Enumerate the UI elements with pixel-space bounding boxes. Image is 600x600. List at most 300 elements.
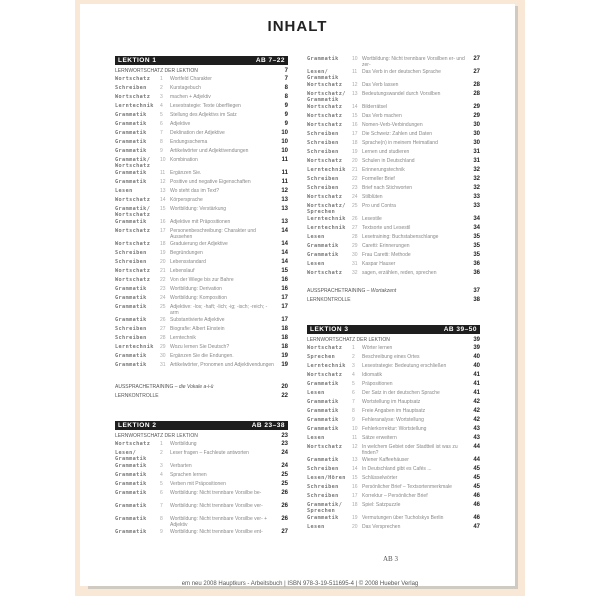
toc-title: Der Satz in der deutschen Sprache xyxy=(362,390,440,396)
toc-page: 27 xyxy=(473,69,480,75)
toc-title: Vermutungen über Tucholskys Berlin xyxy=(362,515,444,521)
toc-title: Artikelwörter, Pronomen und Adjektivendungen xyxy=(170,362,274,368)
toc-page: 10 xyxy=(281,139,288,145)
toc-page: 24 xyxy=(281,450,288,456)
toc-number: 22 xyxy=(160,277,166,283)
toc-entry[interactable] xyxy=(115,490,288,503)
toc-page: 28 xyxy=(473,82,480,88)
toc-number: 5 xyxy=(352,381,355,387)
lernkontrolle-1[interactable]: LERNKONTROLLE 22 xyxy=(115,393,288,399)
toc-entry[interactable] xyxy=(115,85,288,94)
toc-category: Grammatik xyxy=(115,130,147,136)
toc-number: 9 xyxy=(160,148,163,154)
toc-category: Grammatik xyxy=(115,139,147,145)
toc-title: Adjektive mit Präpositionen xyxy=(170,219,231,225)
toc-page: 10 xyxy=(281,130,288,136)
toc-title: Schulen in Deutschland xyxy=(362,158,415,164)
toc-category: Wortschatz xyxy=(115,441,151,447)
toc-entry[interactable] xyxy=(115,241,288,250)
toc-page: 45 xyxy=(473,466,480,472)
toc-title: Bedeutungswandel durch Vorsilben xyxy=(362,91,441,97)
toc-title: Wortstellung im Hauptsatz xyxy=(362,399,421,405)
toc-title: Lesestile xyxy=(362,216,382,222)
toc-page: 43 xyxy=(473,435,480,441)
toc-category: Grammatik xyxy=(115,490,147,496)
aussprachetraining-2[interactable]: AUSSPRACHETRAINING – Wortakzent 37 xyxy=(307,288,480,294)
toc-entry[interactable] xyxy=(307,176,480,185)
lernwortschatz-3[interactable]: LERNWORTSCHATZ DER LEKTION 39 xyxy=(307,337,480,343)
toc-number: 7 xyxy=(160,130,163,136)
toc-page: 45 xyxy=(473,475,480,481)
toc-category: Schreiben xyxy=(307,149,339,155)
toc-entry[interactable] xyxy=(307,466,480,475)
toc-number: 13 xyxy=(352,457,358,463)
toc-number: 15 xyxy=(352,113,358,119)
toc-page: 13 xyxy=(281,219,288,225)
toc-entry[interactable] xyxy=(115,516,288,529)
toc-page: 10 xyxy=(281,148,288,154)
toc-entry[interactable] xyxy=(307,158,480,167)
toc-entry[interactable] xyxy=(307,234,480,243)
toc-entry[interactable] xyxy=(307,131,480,140)
toc-category: Grammatik xyxy=(115,353,147,359)
toc-page: 19 xyxy=(281,353,288,359)
toc-entry[interactable] xyxy=(307,167,480,176)
toc-entry[interactable] xyxy=(307,457,480,466)
toc-number: 11 xyxy=(160,170,166,176)
toc-title: Bilderrätsel xyxy=(362,104,388,110)
toc-number: 22 xyxy=(352,176,358,182)
toc-category: Lerntechnik xyxy=(115,103,154,109)
toc-page: 32 xyxy=(473,176,480,182)
toc-entry[interactable] xyxy=(307,122,480,131)
toc-page: 26 xyxy=(281,490,288,496)
toc-category: Wortschatz xyxy=(307,122,343,128)
toc-entry[interactable] xyxy=(307,104,480,113)
toc-title: Wortbildung: Nicht trennbare Vorsilbe ver- xyxy=(170,503,263,509)
toc-number: 10 xyxy=(352,426,358,432)
toc-entry[interactable] xyxy=(307,252,480,261)
toc-page: 11 xyxy=(281,179,288,185)
toc-entry[interactable] xyxy=(115,344,288,353)
toc-entry[interactable] xyxy=(115,179,288,188)
toc-number: 26 xyxy=(352,216,358,222)
toc-page: 17 xyxy=(281,304,288,310)
toc-category: Grammatik xyxy=(307,381,339,387)
toc-entry[interactable] xyxy=(115,295,288,304)
toc-entry[interactable] xyxy=(115,529,288,542)
toc-category: Grammatik xyxy=(115,317,147,323)
toc-category: Grammatik/ Sprechen xyxy=(307,502,343,515)
toc-category: Grammatik xyxy=(307,408,339,414)
toc-number: 24 xyxy=(352,194,358,200)
lernwortschatz-2[interactable]: LERNWORTSCHATZ DER LEKTION 23 xyxy=(115,433,288,439)
toc-title: Wozu lernen Sie Deutsch? xyxy=(170,344,230,350)
toc-category: Wortschatz/ Grammatik xyxy=(307,91,346,104)
toc-category: Wortschatz xyxy=(307,372,343,378)
toc-page: 35 xyxy=(473,234,480,240)
toc-entry[interactable] xyxy=(115,362,288,375)
toc-title: Deklination der Adjektive xyxy=(170,130,225,136)
toc-category: Schreiben xyxy=(307,185,339,191)
toc-entry[interactable] xyxy=(115,94,288,103)
toc-title: Fehlerkorrektur: Wortstellung xyxy=(362,426,427,432)
toc-number: 8 xyxy=(160,516,163,522)
toc-entry[interactable] xyxy=(307,354,480,363)
toc-number: 23 xyxy=(160,286,166,292)
toc-page: 17 xyxy=(281,295,288,301)
toc-number: 2 xyxy=(352,354,355,360)
toc-number: 13 xyxy=(160,188,166,194)
toc-title: Textsorte und Lesestil xyxy=(362,225,411,231)
toc-entry[interactable] xyxy=(115,326,288,335)
toc-category: Lesen/ Grammatik xyxy=(307,69,339,82)
toc-number: 4 xyxy=(160,472,163,478)
toc-page: 41 xyxy=(473,390,480,396)
toc-entry[interactable] xyxy=(307,524,480,533)
toc-entry[interactable] xyxy=(115,170,288,179)
toc-page: 18 xyxy=(281,344,288,350)
toc-entry[interactable] xyxy=(307,113,480,122)
toc-entry[interactable] xyxy=(307,82,480,91)
toc-entry[interactable] xyxy=(115,463,288,472)
toc-number: 25 xyxy=(160,304,166,310)
toc-category: Wortschatz xyxy=(115,94,151,100)
toc-category: Lerntechnik xyxy=(307,167,346,173)
toc-entry[interactable] xyxy=(307,140,480,149)
aussprachetraining-1[interactable]: AUSSPRACHETRAINING – die Vokale a-i-ü 20 xyxy=(115,384,288,390)
toc-number: 1 xyxy=(160,76,163,82)
toc-number: 23 xyxy=(352,185,358,191)
toc-title: Lebenslauf xyxy=(170,268,195,274)
toc-entry[interactable] xyxy=(307,194,480,203)
toc-entry[interactable] xyxy=(115,103,288,112)
toc-title: Positive und negative Eigenschaften xyxy=(170,179,251,185)
toc-page: 8 xyxy=(284,94,288,100)
toc-entry[interactable] xyxy=(115,503,288,516)
toc-category: Wortschatz xyxy=(307,113,343,119)
toc-page: 9 xyxy=(284,121,288,127)
toc-page: 31 xyxy=(473,158,480,164)
toc-entry[interactable] xyxy=(115,286,288,295)
toc-entry[interactable] xyxy=(307,515,480,524)
toc-title: Wo steht das im Text? xyxy=(170,188,220,194)
toc-entry[interactable] xyxy=(115,259,288,268)
lektion-1-label: LEKTION 1 xyxy=(118,57,157,64)
toc-title: Beschreibung eines Ortes xyxy=(362,354,420,360)
toc-title: Lebensstandard xyxy=(170,259,206,265)
toc-number: 10 xyxy=(160,157,166,163)
toc-entry[interactable] xyxy=(115,481,288,490)
toc-category: Sprechen xyxy=(307,354,336,360)
toc-entry[interactable] xyxy=(115,112,288,121)
toc-category: Grammatik xyxy=(115,121,147,127)
toc-category: Schreiben xyxy=(307,466,339,472)
toc-page: 41 xyxy=(473,372,480,378)
toc-page: 29 xyxy=(473,113,480,119)
toc-page: 42 xyxy=(473,408,480,414)
toc-entry[interactable] xyxy=(307,203,480,216)
toc-number: 18 xyxy=(352,140,358,146)
toc-number: 12 xyxy=(352,82,358,88)
toc-entry[interactable] xyxy=(307,345,480,354)
toc-page: 18 xyxy=(281,335,288,341)
toc-title: Das Verb lassen xyxy=(362,82,399,88)
toc-number: 19 xyxy=(352,149,358,155)
toc-category: Schreiben xyxy=(307,484,339,490)
toc-entry[interactable] xyxy=(307,475,480,484)
toc-title: Wortbildung: Nicht trennbare Vorsilbe be- xyxy=(170,490,262,496)
toc-number: 7 xyxy=(160,503,163,509)
toc-category: Lerntechnik xyxy=(307,216,346,222)
toc-page: 34 xyxy=(473,216,480,222)
toc-entry[interactable] xyxy=(307,69,480,82)
toc-page: 16 xyxy=(281,277,288,283)
toc-title: Brief nach Stichworten xyxy=(362,185,413,191)
toc-entry[interactable] xyxy=(115,206,288,219)
toc-number: 11 xyxy=(352,69,358,75)
toc-number: 1 xyxy=(352,345,355,351)
toc-entry[interactable] xyxy=(115,76,288,85)
toc-number: 8 xyxy=(352,408,355,414)
toc-entry[interactable] xyxy=(307,417,480,426)
toc-number: 17 xyxy=(352,131,358,137)
toc-category: Wortschatz xyxy=(307,345,343,351)
lektion-3-ab: AB 39–50 xyxy=(443,326,477,333)
toc-entry[interactable] xyxy=(115,268,288,277)
toc-title: Freie Angaben im Hauptsatz xyxy=(362,408,426,414)
toc-entry[interactable] xyxy=(115,228,288,241)
toc-category: Grammatik xyxy=(307,457,339,463)
toc-number: 16 xyxy=(160,219,166,225)
toc-category: Grammatik xyxy=(307,252,339,258)
toc-page: 41 xyxy=(473,381,480,387)
toc-page: 36 xyxy=(473,261,480,267)
toc-page: 11 xyxy=(281,170,288,176)
toc-entry[interactable] xyxy=(115,450,288,463)
toc-title: Wortbildung: Komposition xyxy=(170,295,227,301)
page-number: AB 3 xyxy=(383,555,398,563)
toc-entry[interactable] xyxy=(115,304,288,317)
toc-category: Wortschatz xyxy=(307,158,343,164)
toc-title: Korrektur – Persönlicher Brief xyxy=(362,493,428,499)
toc-entry[interactable] xyxy=(115,130,288,139)
toc-page: 35 xyxy=(473,252,480,258)
toc-entry[interactable] xyxy=(307,225,480,234)
toc-category: Grammatik xyxy=(115,112,147,118)
toc-entry[interactable] xyxy=(307,484,480,493)
toc-number: 19 xyxy=(352,515,358,521)
toc-category: Grammatik xyxy=(307,515,339,521)
toc-entry[interactable] xyxy=(115,353,288,362)
toc-page: 11 xyxy=(281,157,288,163)
toc-title: Kaspar Hauser xyxy=(362,261,396,267)
toc-page: 46 xyxy=(473,493,480,499)
toc-category: Grammatik xyxy=(307,56,339,62)
toc-number: 7 xyxy=(352,399,355,405)
toc-category: Schreiben xyxy=(307,493,339,499)
toc-title: Stellung des Adjektivs im Satz xyxy=(170,112,237,118)
toc-entry[interactable] xyxy=(115,121,288,130)
toc-category: Wortschatz xyxy=(115,241,151,247)
toc-number: 15 xyxy=(160,206,166,212)
toc-title: Caretti: Erinnerungen xyxy=(362,243,410,249)
toc-category: Grammatik xyxy=(115,529,147,535)
toc-number: 5 xyxy=(160,112,163,118)
toc-title: Stilblüten xyxy=(362,194,383,200)
toc-title: Lesestrategie: Texte überfliegen xyxy=(170,103,241,109)
toc-entry[interactable] xyxy=(307,91,480,104)
toc-page: 23 xyxy=(281,441,288,447)
toc-entry[interactable] xyxy=(307,426,480,435)
toc-title: Wortbildung: Nicht trennbare Vorsilbe ver- + Adjektiv xyxy=(170,516,268,529)
toc-title: Lerntechnik xyxy=(170,335,196,341)
toc-page: 46 xyxy=(473,502,480,508)
toc-page: 28 xyxy=(473,91,480,97)
toc-category: Grammatik xyxy=(115,286,147,292)
toc-category: Lesen xyxy=(307,524,325,530)
toc-number: 30 xyxy=(352,252,358,258)
toc-entry[interactable] xyxy=(307,444,480,457)
toc-entry[interactable] xyxy=(307,372,480,381)
toc-number: 2 xyxy=(160,85,163,91)
toc-title: Lernen und studieren xyxy=(362,149,410,155)
toc-number: 29 xyxy=(352,243,358,249)
toc-entry[interactable] xyxy=(307,216,480,225)
toc-category: Lesen/Hören xyxy=(307,475,346,481)
toc-category: Lerntechnik xyxy=(115,344,154,350)
toc-category: Grammatik/ Wortschatz xyxy=(115,206,151,219)
toc-category: Wortschatz xyxy=(307,270,343,276)
toc-number: 15 xyxy=(352,475,358,481)
toc-number: 4 xyxy=(352,372,355,378)
toc-category: Wortschatz xyxy=(115,228,151,234)
toc-entry[interactable] xyxy=(115,188,288,197)
toc-entry[interactable] xyxy=(307,261,480,270)
toc-number: 21 xyxy=(160,268,166,274)
toc-page: 47 xyxy=(473,524,480,530)
toc-entry[interactable] xyxy=(307,149,480,158)
toc-entry[interactable] xyxy=(115,317,288,326)
toc-entry[interactable] xyxy=(115,148,288,157)
toc-category: Grammatik xyxy=(115,481,147,487)
toc-page: 29 xyxy=(473,104,480,110)
toc-entry[interactable] xyxy=(115,472,288,481)
toc-page: 30 xyxy=(473,140,480,146)
toc-category: Grammatik xyxy=(115,516,147,522)
toc-page: 33 xyxy=(473,194,480,200)
toc-category: Schreiben xyxy=(307,131,339,137)
lernwortschatz-1[interactable]: LERNWORTSCHATZ DER LEKTION 7 xyxy=(115,68,288,74)
toc-entry[interactable] xyxy=(115,277,288,286)
lernkontrolle-2[interactable]: LERNKONTROLLE 38 xyxy=(307,297,480,303)
toc-entry[interactable] xyxy=(307,185,480,194)
toc-category: Grammatik xyxy=(115,219,147,225)
toc-category: Lesen xyxy=(307,435,325,441)
toc-entry[interactable] xyxy=(307,399,480,408)
toc-number: 9 xyxy=(352,417,355,423)
toc-page: 44 xyxy=(473,457,480,463)
toc-page: 17 xyxy=(281,317,288,323)
toc-page: 16 xyxy=(281,286,288,292)
toc-number: 4 xyxy=(160,103,163,109)
toc-page: 14 xyxy=(281,228,288,234)
toc-page: 24 xyxy=(281,463,288,469)
toc-category: Lesen xyxy=(307,234,325,240)
toc-title: Frau Caretti: Methode xyxy=(362,252,411,258)
toc-page: 13 xyxy=(281,206,288,212)
toc-entry[interactable] xyxy=(307,381,480,390)
toc-page: 32 xyxy=(473,167,480,173)
toc-entry[interactable] xyxy=(307,493,480,502)
toc-number: 21 xyxy=(352,167,358,173)
toc-page: 25 xyxy=(281,472,288,478)
toc-page: 27 xyxy=(473,56,480,62)
toc-title: Ergänzen Sie die Endungen. xyxy=(170,353,234,359)
toc-page: 30 xyxy=(473,131,480,137)
toc-entry[interactable] xyxy=(115,441,288,450)
toc-entry[interactable] xyxy=(307,270,480,279)
toc-entry[interactable] xyxy=(307,363,480,372)
toc-title: Artikelwörter und Adjektivendungen xyxy=(170,148,249,154)
toc-entry[interactable] xyxy=(115,335,288,344)
toc-title: In Deutschland gibt es Cafés ... xyxy=(362,466,432,472)
toc-entry[interactable] xyxy=(115,219,288,228)
toc-title: Adjektive xyxy=(170,121,191,127)
toc-page: 36 xyxy=(473,270,480,276)
toc-entry[interactable] xyxy=(115,197,288,206)
toc-entry[interactable] xyxy=(307,243,480,252)
toc-entry[interactable] xyxy=(307,390,480,399)
toc-title: Ergänzen Sie. xyxy=(170,170,202,176)
toc-title: Präpositionen xyxy=(362,381,393,387)
toc-page: 43 xyxy=(473,426,480,432)
toc-number: 28 xyxy=(160,335,166,341)
toc-number: 14 xyxy=(352,104,358,110)
toc-entry[interactable] xyxy=(307,502,480,515)
toc-entry[interactable] xyxy=(115,250,288,259)
toc-page: 26 xyxy=(281,503,288,509)
lektion-2-label: LEKTION 2 xyxy=(118,422,157,429)
toc-number: 20 xyxy=(352,158,358,164)
toc-title: Die Schweiz: Zahlen und Daten xyxy=(362,131,433,137)
toc-entry[interactable] xyxy=(307,435,480,444)
toc-title: Verben mit Präpositionen xyxy=(170,481,226,487)
toc-page: 14 xyxy=(281,241,288,247)
toc-title: Nomen-Verb-Verbindungen xyxy=(362,122,423,128)
toc-category: Schreiben xyxy=(115,259,147,265)
toc-title: Leser fragen – Fachleute antworten xyxy=(170,450,249,456)
toc-category: Grammatik xyxy=(115,472,147,478)
toc-number: 12 xyxy=(160,179,166,185)
toc-category: Grammatik xyxy=(115,295,147,301)
toc-entry[interactable] xyxy=(307,408,480,417)
toc-category: Grammatik xyxy=(307,243,339,249)
lektion-3-label: LEKTION 3 xyxy=(310,326,349,333)
toc-category: Grammatik xyxy=(307,426,339,432)
toc-number: 9 xyxy=(160,529,163,535)
toc-category: Lesen xyxy=(307,390,325,396)
document-page xyxy=(80,4,515,586)
toc-page: 15 xyxy=(281,268,288,274)
toc-page: 7 xyxy=(284,76,288,82)
toc-number: 3 xyxy=(352,363,355,369)
toc-number: 17 xyxy=(160,228,166,234)
lektion-1-header xyxy=(115,56,288,65)
toc-entry[interactable] xyxy=(115,139,288,148)
toc-entry[interactable] xyxy=(115,157,288,170)
toc-entry[interactable] xyxy=(307,56,480,69)
